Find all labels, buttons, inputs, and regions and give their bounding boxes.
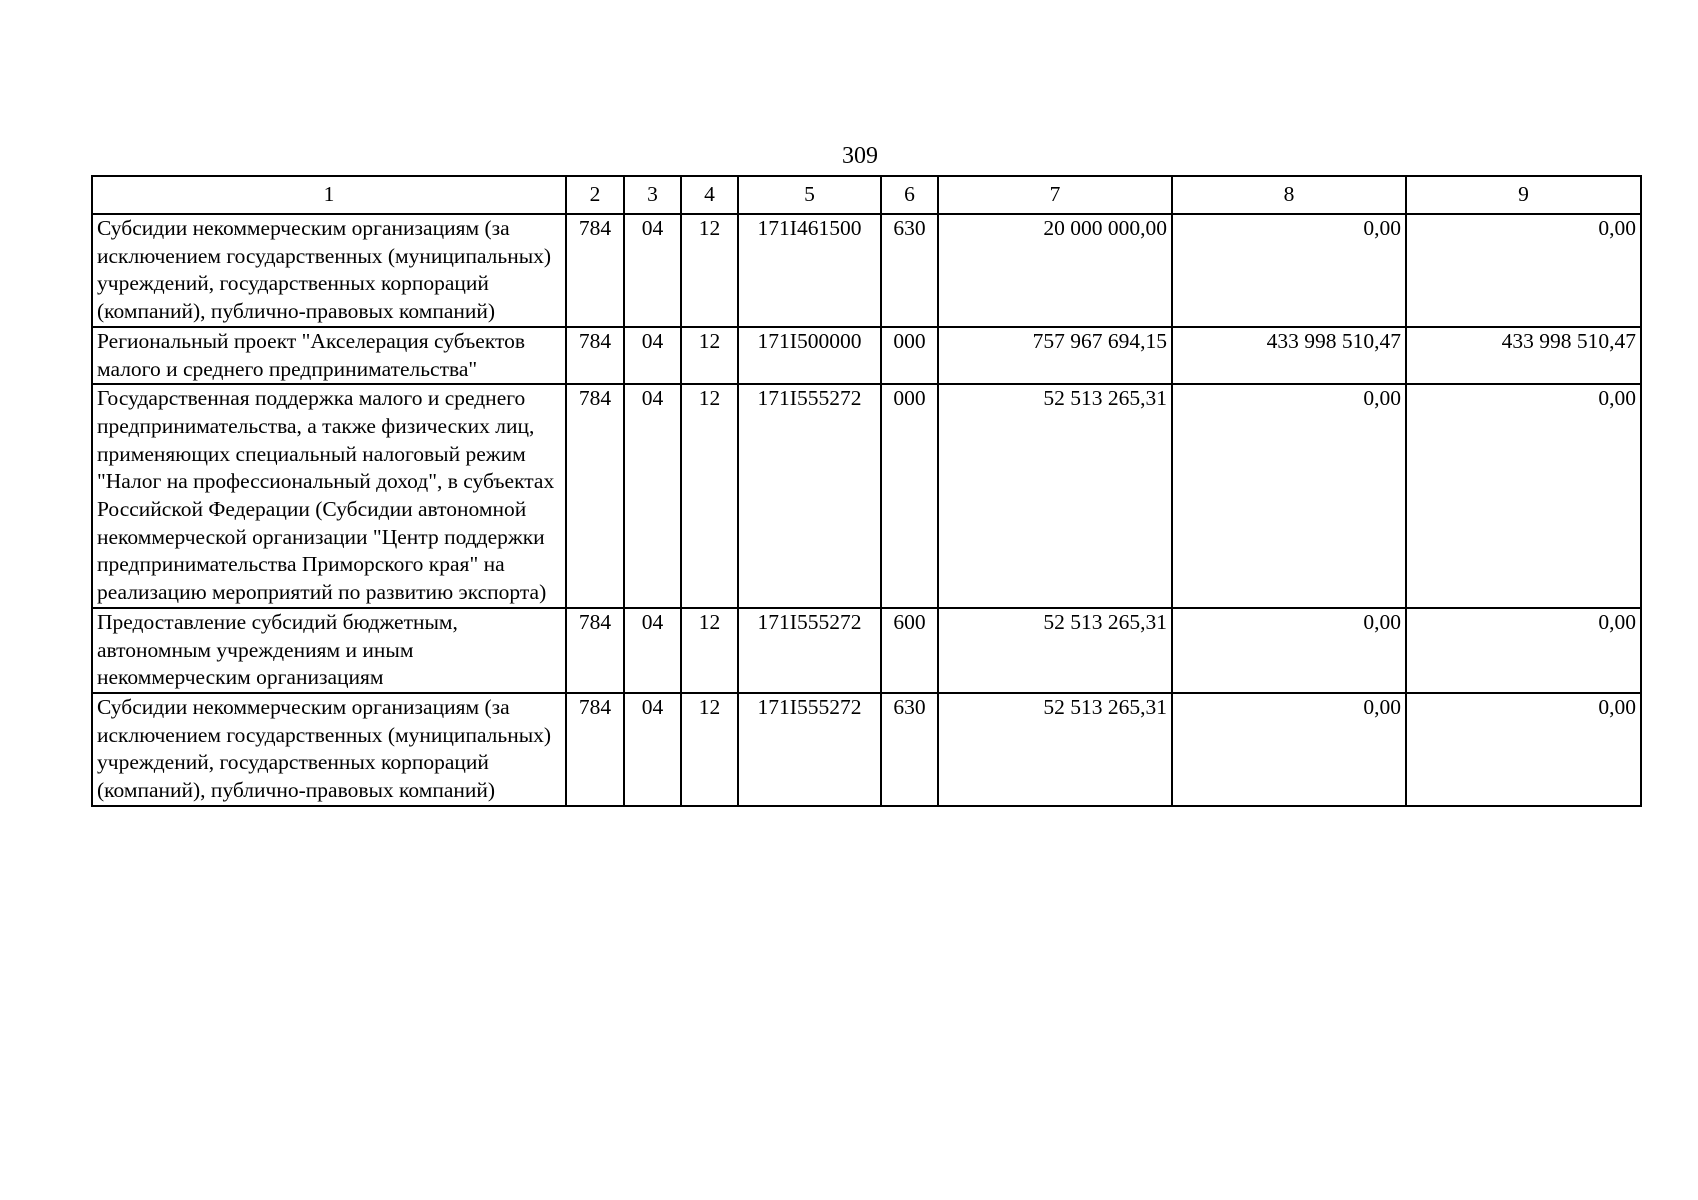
row-subsection-code: 12 [681,214,738,327]
column-header-9: 9 [1406,176,1641,214]
row-amount-col9: 0,00 [1406,608,1641,693]
column-header-3: 3 [624,176,681,214]
row-target-code: 171I500000 [738,327,881,384]
row-expense-type-code: 600 [881,608,938,693]
row-section-code: 04 [624,214,681,327]
row-subsection-code: 12 [681,693,738,806]
column-header-8: 8 [1172,176,1406,214]
budget-table [91,175,1642,807]
row-amount-col7: 52 513 265,31 [938,608,1172,693]
row-amount-col8: 0,00 [1172,608,1406,693]
row-ministry-code: 784 [566,608,624,693]
header-row [92,176,1641,214]
column-header-2: 2 [566,176,624,214]
row-target-code: 171I461500 [738,214,881,327]
row-ministry-code: 784 [566,214,624,327]
column-header-6: 6 [881,176,938,214]
row-name: Региональный проект "Акселерация субъектов малого и среднего предпринимательства" [92,327,566,384]
row-subsection-code: 12 [681,327,738,384]
row-ministry-code: 784 [566,384,624,608]
table-row [92,384,1641,608]
page-number: 309 [842,143,878,169]
row-subsection-code: 12 [681,384,738,608]
table-row [92,214,1641,327]
row-expense-type-code: 000 [881,384,938,608]
row-amount-col8: 0,00 [1172,693,1406,806]
column-header-4: 4 [681,176,738,214]
table-row [92,327,1641,384]
column-header-5: 5 [738,176,881,214]
row-target-code: 171I555272 [738,608,881,693]
row-name: Предоставление субсидий бюджетным, автономным учреждениям и иным некоммерческим организациям [92,608,566,693]
row-section-code: 04 [624,693,681,806]
row-name: Государственная поддержка малого и среднего предпринимательства, а также физических лиц, применяющих специальный налоговый режим "Налог на профессиональный доход", в субъектах Российской Федерации (Субсидии автономной некоммерческой организации "Центр поддержки предпринимательства Приморского края" на реализацию мероприятий по развитию экспорта) [92,384,566,608]
row-amount-col9: 0,00 [1406,693,1641,806]
row-amount-col9: 0,00 [1406,214,1641,327]
table-row [92,693,1641,806]
row-amount-col7: 52 513 265,31 [938,384,1172,608]
row-expense-type-code: 630 [881,214,938,327]
row-target-code: 171I555272 [738,693,881,806]
row-amount-col8: 433 998 510,47 [1172,327,1406,384]
row-amount-col8: 0,00 [1172,384,1406,608]
row-amount-col7: 52 513 265,31 [938,693,1172,806]
column-header-1: 1 [92,176,566,214]
row-ministry-code: 784 [566,693,624,806]
row-ministry-code: 784 [566,327,624,384]
row-target-code: 171I555272 [738,384,881,608]
row-amount-col8: 0,00 [1172,214,1406,327]
row-name: Субсидии некоммерческим организациям (за исключением государственных (муниципальных) учреждений, государственных корпораций (компаний), публично-правовых компаний) [92,693,566,806]
row-name: Субсидии некоммерческим организациям (за исключением государственных (муниципальных) учреждений, государственных корпораций (компаний), публично-правовых компаний) [92,214,566,327]
row-amount-col7: 757 967 694,15 [938,327,1172,384]
column-header-7: 7 [938,176,1172,214]
row-amount-col9: 0,00 [1406,384,1641,608]
row-section-code: 04 [624,327,681,384]
row-amount-col9: 433 998 510,47 [1406,327,1641,384]
table-row [92,608,1641,693]
row-expense-type-code: 630 [881,693,938,806]
row-section-code: 04 [624,608,681,693]
row-section-code: 04 [624,384,681,608]
row-expense-type-code: 000 [881,327,938,384]
row-subsection-code: 12 [681,608,738,693]
row-amount-col7: 20 000 000,00 [938,214,1172,327]
